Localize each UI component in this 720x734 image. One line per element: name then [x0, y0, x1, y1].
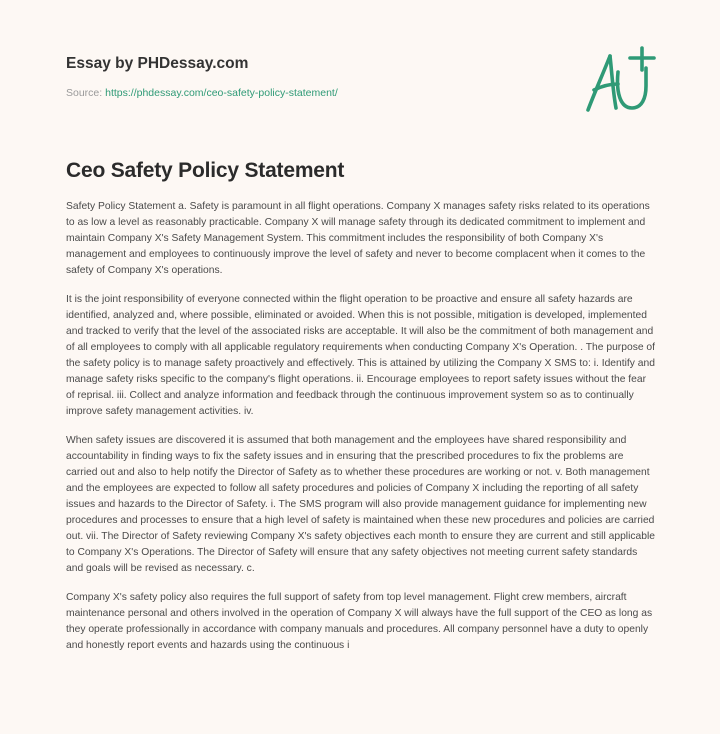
source-line	[66, 86, 566, 100]
document-header	[66, 54, 566, 100]
a-plus-logo-icon	[580, 46, 660, 118]
source-label: Source:	[66, 87, 103, 99]
essay-body	[66, 199, 656, 667]
essay-paragraph: When safety issues are discovered it is assumed that both management and the employees have shared responsibility and accountability in finding ways to fix the safety issues and in ensuring that the prescribed procedures to fix the problems are carried out and also to help notify the Director of Safety as to whether these procedures are working or not. v. Both management and the employees are expected to follow all safety procedures and policies of Company X including the reporting of all safety issues and hazards to the Director of Safety. i. The SMS program will also provide management guidance for implementing new procedures and processes to ensure that a high level of safety is maintained when these new procedures and policies are carried out. vii. The Director of Safety reviewing Company X's safety objectives each month to ensure they are current and still applicable to Company X's Operations. The Director of Safety will ensure that any safety objectives not meeting current safety standards and goals will be revised as necessary. c.	[66, 435, 655, 574]
brand-title: Essay by PHDessay.com	[66, 55, 249, 72]
source-link[interactable]: https://phdessay.com/ceo-safety-policy-statement/	[105, 87, 338, 99]
essay-paragraph: It is the joint responsibility of everyone connected within the flight operation to be proactive and ensure all safety hazards are identified, analyzed and, where possible, eliminated or avoided. When this is not possible, mitigation is developed, implemented and tracked to verify that the level of the associated risks are acceptable. It will also be the commitment of both management and of all employees to comply with all applicable regulatory requirements when conducting Company X's Operation. . The purpose of the safety policy is to manage safety proactively and effectively. This is attained by utilizing the Company X SMS to: i. Identify and manage safety risks specific to the company's flight operations. ii. Encourage employees to report safety issues without the fear of reprisal. iii. Collect and analyze information and feedback through the continuous improvement system so as to continually improve safety management activities. iv.	[66, 294, 656, 417]
essay-paragraph: Company X's safety policy also requires the full support of safety from top level management. Flight crew members, aircraft maintenance personal and others involved in the operation of Company X will always have the full support of the CEO as long as they operate professionally in accordance with company manuals and procedures. All company personnel have a duty to openly and honestly report events and hazards using the continuous i	[66, 592, 653, 651]
page-title: Ceo Safety Policy Statement	[66, 159, 345, 182]
essay-paragraph: Safety Policy Statement a. Safety is paramount in all flight operations. Company X manages safety risks related to its operations to as low a level as reasonably practicable. Company X will manage safety through its dedicated commitment to implement and maintain Company X's Safety Management System. This commitment includes the responsibility of both Company X's management and employees to continuously improve the level of safety and never to become complacent when it comes to the safety of Company X's operations.	[66, 201, 650, 276]
